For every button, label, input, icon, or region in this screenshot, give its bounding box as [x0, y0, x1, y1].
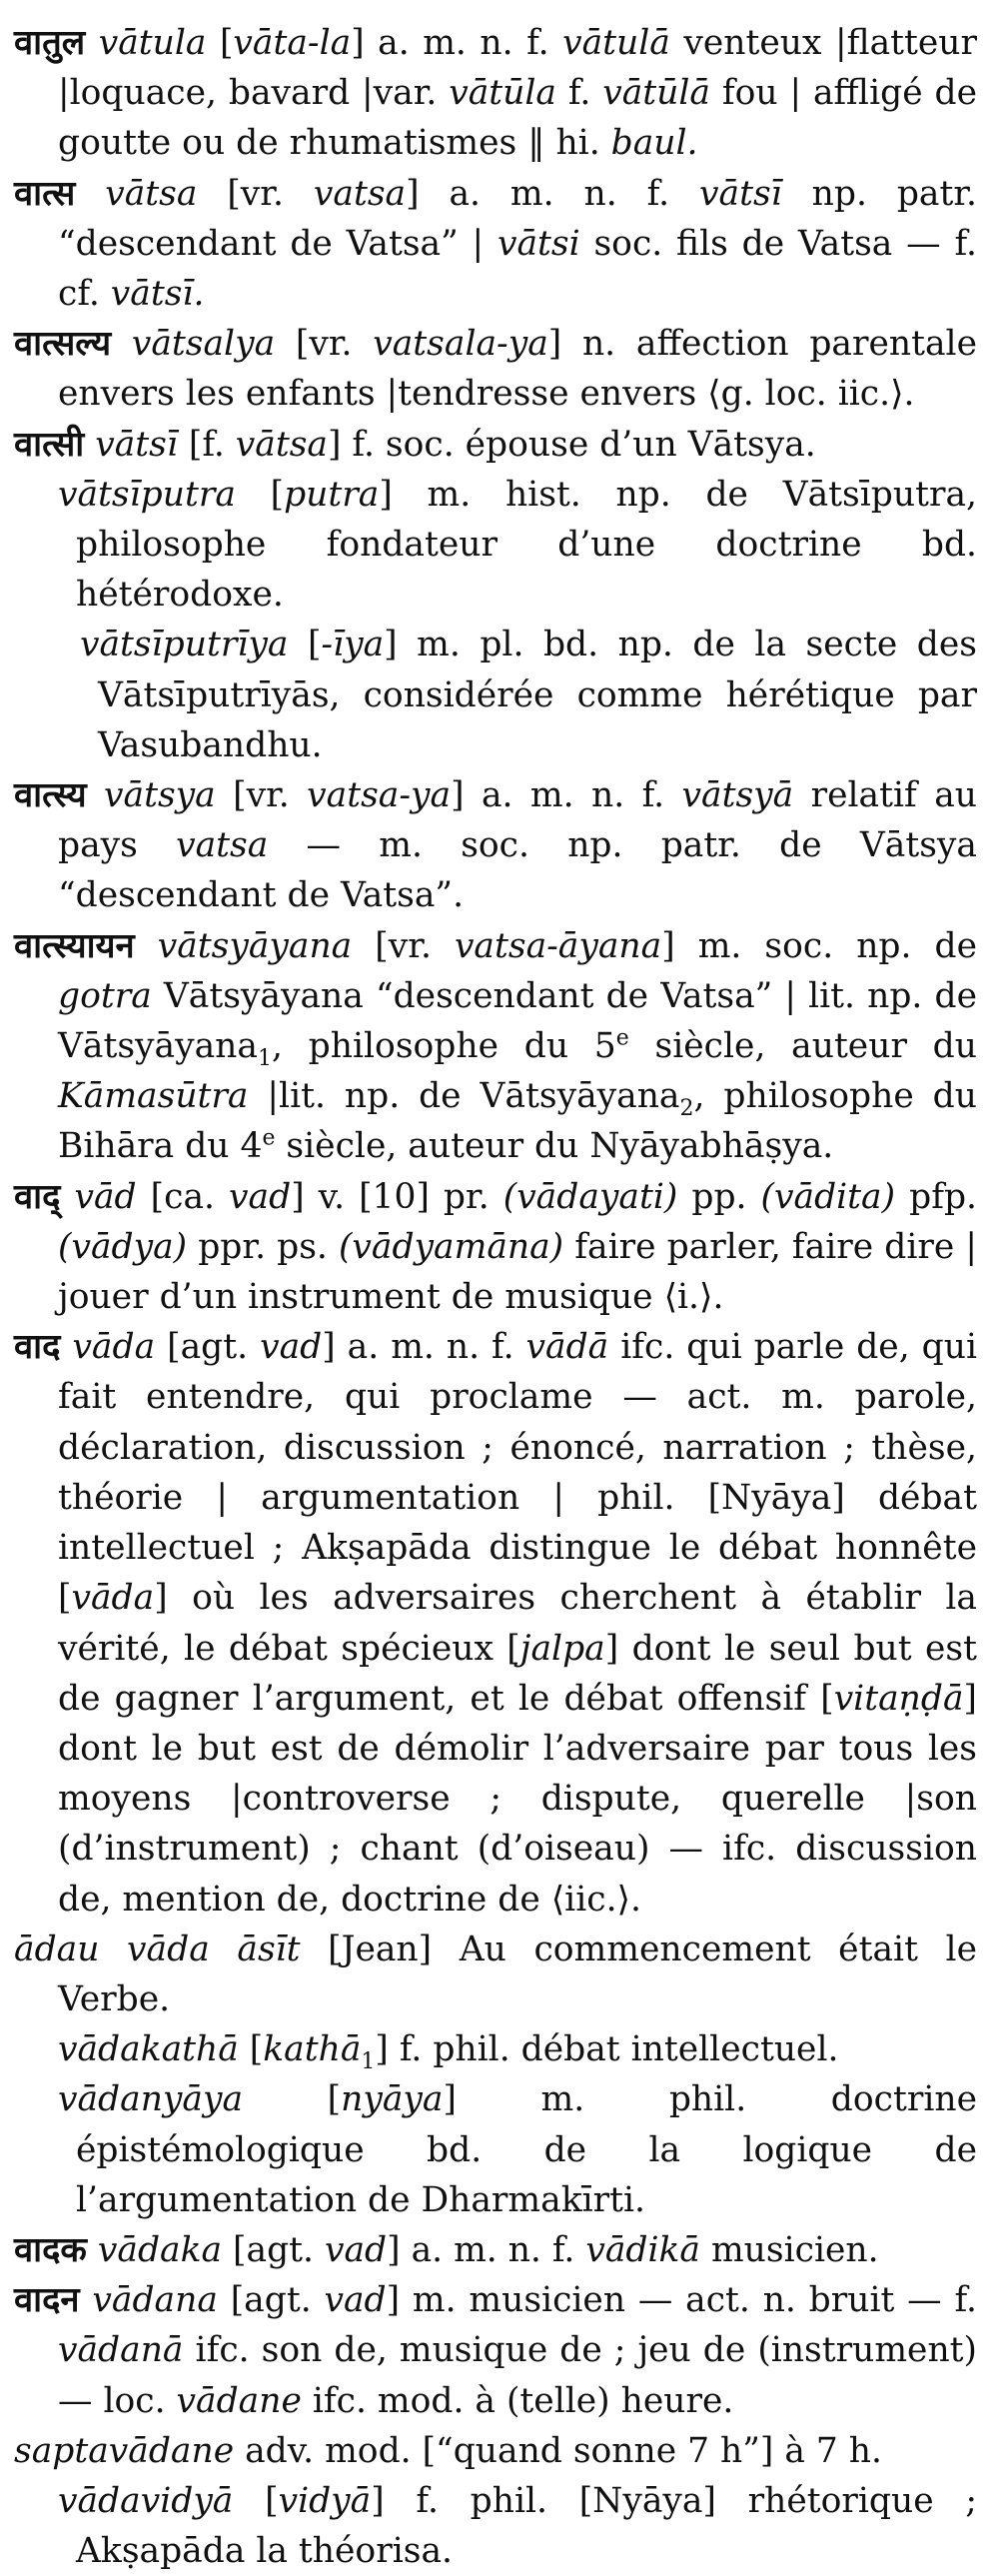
italic-term: vatsala-ya [373, 324, 548, 365]
italic-term: vātsyā [681, 775, 794, 816]
text-run: ] a. m. n. f. [351, 23, 563, 63]
italic-term: vātūlā [602, 73, 710, 114]
italic-term: vad [229, 1176, 292, 1217]
text-run: [vr. [197, 173, 314, 214]
text-run: faire parler, faire dire | jouer d’un instrument de musique ⟨i.⟩. [58, 1226, 978, 1318]
text-run: ] m. phil. doctrine épistémologique bd. de la logique de l’argumentation de Dharmakīrti. [76, 2079, 977, 2220]
text-run: [ [233, 2480, 279, 2521]
subscript: 2 [679, 1096, 694, 1122]
text-run: ifc. qui parle de, qui fait entendre, qui proclame — act. m. parole, déclaration, discussion ; énoncé, narration ; thèse, théorie | argumentation | phil. [Nyāya] débat intellectuel ; Akṣapāda distingue le débat honnête [ [58, 1327, 978, 1619]
italic-term: vādana [92, 2280, 218, 2321]
italic-term: vādane [176, 2380, 302, 2421]
text-run: [agt. [222, 2229, 325, 2270]
text-run: [vr. [275, 324, 374, 365]
entry-vadaka [14, 2225, 977, 2275]
italic-term: vādanyāya [58, 2079, 244, 2120]
text-run: pp. [677, 1176, 761, 1217]
entry-vatsa [14, 169, 978, 320]
text-run [135, 926, 158, 966]
entry-vatsalya [14, 319, 978, 419]
entry-vadakatha [58, 2024, 977, 2075]
text-run: ] où les adversaires cherchent à établir la vérité, le débat spécieux [ [58, 1578, 977, 1669]
text-run: [ [243, 2079, 342, 2120]
text-run [84, 425, 95, 465]
text-run [87, 2230, 98, 2270]
italic-term: vātsīputra [58, 474, 236, 515]
text-run: venteux |flatteur |loquace, bavard |var. [58, 23, 978, 114]
text-run [60, 1177, 74, 1217]
italic-term: vātula [98, 23, 207, 63]
text-run: pfp. [895, 1176, 978, 1217]
headword-devanagari: वाद [14, 1327, 61, 1368]
text-run: [agt. [155, 1327, 261, 1368]
entry-vatsyayana [14, 921, 977, 1172]
italic-term: vatsa [313, 173, 407, 214]
entry-vatsiputra [58, 470, 977, 621]
text-run: siècle, auteur du Nyāyabhāṣya. [275, 1126, 834, 1167]
italic-term: vad [324, 2280, 387, 2321]
headword-devanagari: वादन [14, 2280, 80, 2321]
text-run: [ [288, 625, 322, 665]
text-run: adv. mod. [“quand sonne 7 h”] à 7 h. [234, 2430, 882, 2471]
subscript: 1 [361, 2049, 376, 2075]
text-run: ] n. affection parentale envers les enfants |tendresse envers ⟨g. loc. iic.⟩. [58, 324, 978, 415]
italic-term: vātsya [104, 775, 216, 816]
text-run [85, 23, 99, 63]
italic-term: (vādya) [58, 1226, 188, 1267]
italic-term: vātsyāyana [157, 925, 353, 966]
italic-term: vad [260, 1327, 323, 1368]
italic-term: vātsī [699, 173, 782, 214]
text-run: fou | affligé de goutte ou de rhumatismes ‖ hi. [58, 73, 977, 164]
text-run: ] f. phil. [Nyāya] rhétorique ; Akṣapāda la théorisa. [76, 2480, 977, 2572]
text-run: ] a. m. n. f. [451, 775, 682, 816]
subscript: 1 [257, 1045, 272, 1071]
text-run: [f. [177, 424, 236, 465]
text-run: [vr. [215, 775, 308, 816]
italic-term: vād [74, 1176, 137, 1217]
italic-term: vidyā [278, 2480, 372, 2521]
italic-term: vātsī. [110, 274, 205, 315]
text-run [87, 775, 104, 815]
italic-term: vātsī [95, 424, 178, 465]
italic-term: vātulā [562, 23, 670, 63]
entry-vadavidya [58, 2476, 977, 2576]
text-run: ] a. m. n. f. [406, 173, 700, 214]
italic-term: vādanā [58, 2330, 184, 2371]
text-run: ] a. m. n. f. [387, 2229, 586, 2270]
text-run: ] dont le seul but est de gagner l’argument, et le débat offensif [ [58, 1628, 977, 1719]
italic-term: jalpa [519, 1628, 605, 1669]
italic-term: vādavidyā [58, 2480, 234, 2521]
text-run: ] m. soc. np. de [661, 925, 977, 966]
entry-adau-vada-asit [14, 1925, 977, 2024]
italic-term: vātsa [235, 424, 328, 465]
text-run [75, 174, 105, 214]
text-run: , philosophe du Bihāra du 4 [58, 1076, 977, 1167]
italic-term: vatsa-āyana [454, 925, 662, 966]
text-run: f. [556, 73, 603, 114]
headword-devanagari: वात्स [14, 173, 76, 214]
italic-term: (vādita) [760, 1176, 896, 1217]
italic-term: vāda [72, 1327, 156, 1368]
headword-devanagari: वाद् [14, 1176, 61, 1217]
text-run: [agt. [217, 2280, 325, 2321]
text-run: ] m. musicien — act. n. bruit — f. [386, 2280, 977, 2321]
text-run: ] dont le but est de démolir l’adversaire par tous les moyens |controverse ; dispute, querelle |son (d’instrument) ; chant (d’oiseau) — ifc. discussion de, mention de, doctrine de ⟨iic.⟩. [58, 1678, 977, 1920]
text-run: ] v. [10] pr. [291, 1176, 503, 1217]
text-run: [vr. [352, 925, 455, 966]
text-run: [ [235, 474, 285, 515]
italic-term: nyāya [341, 2079, 444, 2120]
text-run: soc. fils de Vatsa — f. cf. [58, 223, 977, 315]
entry-saptavadane [14, 2426, 977, 2476]
text-run: [ca. [136, 1176, 230, 1217]
headword-devanagari: वात्स्य [14, 775, 87, 816]
entry-vatsya [14, 770, 977, 921]
text-run: ifc. mod. à (telle) heure. [301, 2380, 734, 2421]
italic-term: Kāmasūtra [58, 1076, 249, 1117]
headword-devanagari: वात्सी [14, 424, 85, 465]
italic-term: vātsalya [131, 324, 276, 365]
italic-term: vātūla [449, 73, 556, 114]
text-run: [ [206, 23, 234, 63]
text-run [60, 1327, 72, 1367]
text-run: relatif au pays [58, 775, 977, 866]
superscript: e [615, 1025, 629, 1051]
text-run: siècle, auteur du [628, 1026, 977, 1067]
italic-term: vatsa-ya [307, 775, 452, 816]
italic-term: vādakathā [58, 2029, 239, 2070]
text-run [80, 2280, 93, 2320]
italic-term: vāda [71, 1578, 155, 1619]
italic-term: vātsīputrīya [80, 625, 289, 665]
italic-term: putra [284, 474, 380, 515]
italic-term: vad [324, 2229, 388, 2270]
headword-devanagari: वादक [14, 2229, 87, 2270]
entry-vatula [14, 18, 978, 169]
italic-term: vādikā [585, 2229, 700, 2270]
text-run: ] f. phil. débat intellectuel. [375, 2029, 839, 2070]
text-run: np. patr. “descendant de Vatsa” | [58, 173, 978, 264]
text-run: musicien. [700, 2229, 879, 2270]
headword-devanagari: वात्सल्य [14, 324, 112, 365]
entry-vatsiputriya [80, 620, 977, 770]
italic-term: baul. [610, 123, 698, 164]
italic-term: saptavādane [14, 2430, 235, 2471]
italic-term: vādā [525, 1327, 609, 1368]
italic-term: gotra [58, 975, 152, 1016]
headword-devanagari: वातुल [14, 23, 86, 63]
text-run: , philosophe du 5 [271, 1026, 616, 1067]
italic-term: vātsi [497, 223, 580, 264]
italic-term: (vādyamāna) [338, 1226, 564, 1267]
entry-vadanyaya [58, 2074, 977, 2225]
entry-vad [14, 1172, 978, 1323]
italic-term: vatsa [176, 825, 269, 866]
superscript: e [262, 1125, 276, 1151]
text-run: ] m. hist. np. de Vātsīputra, philosophe fondateur d’une doctrine bd. hétérodoxe. [76, 474, 977, 616]
text-run: ppr. ps. [187, 1226, 339, 1267]
italic-term: vāta-la [233, 23, 352, 63]
entry-vatsi [14, 420, 977, 470]
italic-term: vātsa [105, 173, 198, 214]
italic-term: vādaka [97, 2229, 223, 2270]
entry-vada [14, 1322, 978, 1924]
italic-term: (vādayati) [502, 1176, 678, 1217]
text-run: ] a. m. n. f. [322, 1327, 526, 1368]
headword-devanagari: वात्स्यायन [14, 925, 135, 966]
text-run: Vātsyāyana “descendant de Vatsa” | lit. np. de Vātsyāyana [58, 975, 977, 1067]
text-run: — m. soc. np. patr. de Vātsya “descendant de Vatsa”. [58, 825, 977, 916]
text-run [111, 324, 132, 364]
italic-term: ādau vāda āsīt [14, 1929, 301, 1969]
italic-term: vitaṇḍā [833, 1678, 964, 1719]
text-run: |lit. np. de Vātsyāyana [248, 1076, 680, 1117]
entry-vadana [14, 2275, 977, 2426]
text-run: ] m. pl. bd. np. de la secte des Vātsīputrīyās, considérée comme hérétique par Vasubandhu. [98, 625, 977, 765]
text-run: ifc. son de, musique de ; jeu de (instrument) — loc. [58, 2330, 977, 2421]
text-run: [Jean] Au commencement était le Verbe. [58, 1929, 977, 2019]
italic-term: -īya [321, 625, 385, 665]
text-run: ] f. soc. épouse d’un Vātsya. [328, 424, 816, 465]
text-run: [ [238, 2029, 264, 2070]
italic-term: kathā [263, 2029, 362, 2070]
